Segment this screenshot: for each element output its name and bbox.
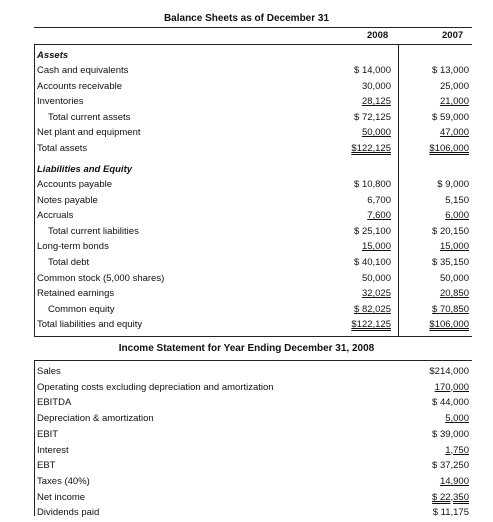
top-rule: [34, 27, 472, 28]
col-2008-header: 2008: [367, 30, 389, 41]
value-2008: 50,000: [361, 272, 391, 284]
income-value: 5,000: [445, 413, 469, 425]
value-2007: 50,000: [439, 272, 469, 284]
row-label: EBITDA: [37, 397, 72, 409]
income-row: [0, 492, 493, 507]
balance-bottom-rule: [34, 336, 472, 337]
income-row: [0, 429, 493, 444]
row-label: Retained earnings: [37, 288, 115, 300]
row-label: Cash and equivalents: [37, 65, 129, 76]
row-label: Total assets: [37, 143, 88, 154]
row-label: Accruals: [37, 210, 74, 222]
income-row: [0, 413, 493, 428]
value-2008: 32,025: [361, 288, 391, 300]
value-2007: $106,000: [429, 143, 469, 154]
value-2007: $ 20,150: [432, 225, 469, 237]
assets-row: [0, 127, 493, 142]
row-label: Total debt: [48, 257, 90, 268]
value-2008: $122,125: [351, 143, 391, 154]
col-2007-header: 2007: [442, 30, 464, 41]
value-2007: $ 9,000: [437, 179, 469, 190]
value-2008: 28,125: [361, 96, 391, 108]
value-2007: $ 35,150: [432, 257, 469, 268]
liabilities-row: [0, 288, 493, 303]
row-label: Interest: [37, 444, 69, 456]
value-2007: $ 13,000: [432, 65, 469, 76]
row-label: Total current liabilities: [48, 225, 139, 237]
row-label: Taxes (40%): [37, 475, 90, 487]
assets-row: [0, 143, 493, 158]
income-statement-title: Income Statement for Year Ending December 31, 2008: [118, 343, 375, 354]
row-label: Common equity: [48, 303, 115, 315]
row-label: Common stock (5,000 shares): [37, 272, 165, 284]
row-label: Accounts payable: [37, 179, 112, 190]
income-value: 1,750: [445, 444, 469, 456]
income-value: $214,000: [429, 366, 469, 377]
row-label: Sales: [37, 366, 61, 377]
row-label: Long-term bonds: [37, 241, 109, 253]
value-2007: $ 70,850: [432, 303, 469, 315]
row-label: Dividends paid: [37, 507, 100, 519]
income-row: [0, 460, 493, 475]
liabilities-row: [0, 195, 493, 210]
income-value: $ 37,250: [432, 460, 469, 472]
income-value: $ 44,000: [432, 397, 469, 409]
income-header-rule: [34, 360, 472, 361]
value-2008: $ 72,125: [354, 111, 391, 123]
row-label: EBT: [37, 460, 56, 472]
income-row: [0, 476, 493, 491]
income-value: $ 39,000: [432, 428, 469, 440]
row-label: Accounts receivable: [37, 80, 123, 92]
value-2008: $ 10,800: [354, 179, 391, 190]
income-value: 170,000: [434, 381, 469, 393]
assets-header-row: [0, 50, 493, 65]
row-label: EBIT: [37, 428, 59, 440]
value-2008: 30,000: [361, 80, 391, 92]
liabilities-row: [0, 319, 493, 334]
income-row: [0, 366, 493, 381]
value-2007: 15,000: [439, 241, 469, 253]
income-value: 14,900: [439, 475, 469, 487]
liabilities-row: [0, 304, 493, 319]
row-label: Total current assets: [48, 111, 131, 123]
liabilities-header: Liabilities and Equity: [37, 164, 133, 175]
assets-row: [0, 96, 493, 111]
value-2007: 6,000: [445, 210, 469, 222]
row-label: Net plant and equipment: [37, 127, 141, 139]
value-2008: $ 40,100: [354, 257, 391, 268]
assets-row: [0, 81, 493, 96]
value-2008: $ 14,000: [354, 65, 391, 76]
liabilities-row: [0, 273, 493, 288]
income-row: [0, 445, 493, 460]
income-row: [0, 507, 493, 522]
value-2007: 21,000: [439, 96, 469, 108]
row-label: Depreciation & amortization: [37, 413, 154, 425]
value-2008: $122,125: [351, 319, 391, 331]
row-label: Notes payable: [37, 194, 98, 206]
row-label: Inventories: [37, 96, 84, 108]
income-value: $ 22,350: [432, 491, 469, 503]
liabilities-row: [0, 210, 493, 225]
liabilities-row: [0, 241, 493, 256]
liabilities-row: [0, 226, 493, 241]
assets-row: [0, 112, 493, 127]
liabilities-header-row: [0, 164, 493, 179]
value-2008: 50,000: [361, 127, 391, 139]
row-label: Total liabilities and equity: [37, 319, 143, 331]
assets-row: [0, 65, 493, 80]
balance-sheet-title: Balance Sheets as of December 31: [163, 13, 330, 24]
value-2008: 15,000: [361, 241, 391, 253]
assets-header: Assets: [37, 50, 69, 61]
liabilities-row: [0, 257, 493, 272]
row-label: Operating costs excluding depreciation and amortization: [37, 381, 274, 393]
value-2007: 47,000: [439, 127, 469, 139]
value-2007: 20,850: [439, 288, 469, 300]
income-value: $ 11,175: [432, 507, 469, 519]
value-2007: $ 59,000: [432, 111, 469, 123]
value-2008: 6,700: [367, 194, 391, 206]
value-2007: $106,000: [429, 319, 469, 331]
header-rule: [34, 44, 472, 45]
value-2007: 5,150: [445, 194, 469, 206]
value-2008: $ 82,025: [354, 303, 391, 315]
value-2008: 7,600: [367, 210, 391, 222]
value-2007: 25,000: [439, 80, 469, 92]
row-label: Net income: [37, 491, 86, 503]
liabilities-row: [0, 179, 493, 194]
income-row: [0, 382, 493, 397]
income-row: [0, 397, 493, 412]
value-2008: $ 25,100: [354, 225, 391, 237]
